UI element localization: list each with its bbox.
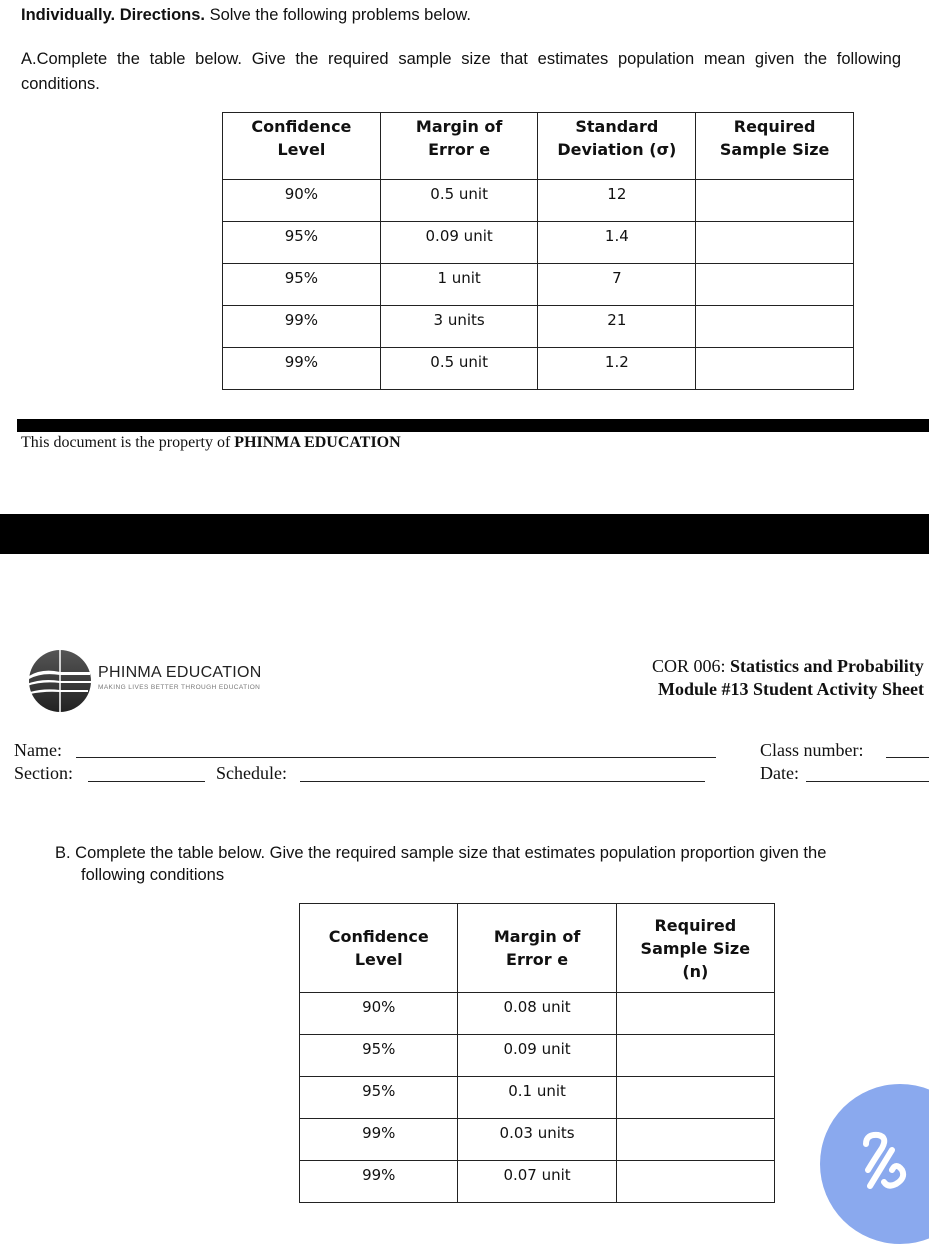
header-required-sample-size: Required Sample Size (n) (616, 904, 774, 993)
part-a-instruction: A.Complete the table below. Give the required sample size that estimates population mean given the following conditions. (21, 50, 901, 93)
header-confidence-level: Confidence Level (223, 113, 381, 180)
schedule-label: Schedule: (216, 763, 287, 783)
cell-margin: 0.1 unit (458, 1077, 616, 1119)
table-row (300, 1161, 775, 1203)
cell-sd: 1.4 (538, 222, 696, 264)
cell-level: 99% (223, 306, 381, 348)
cell-margin: 0.09 unit (380, 222, 538, 264)
table-a (222, 112, 854, 390)
course-title: COR 006: Statistics and Probability (652, 656, 924, 676)
property-notice: This document is the property of PHINMA EDUCATION (21, 434, 401, 451)
org-name: PHINMA EDUCATION (98, 664, 262, 681)
cell-margin: 0.03 units (458, 1119, 616, 1161)
cell-sample-size[interactable] (696, 264, 854, 306)
table-row (300, 1077, 775, 1119)
cell-sd: 1.2 (538, 348, 696, 390)
cell-sample-size[interactable] (616, 1035, 774, 1077)
pen-scribble-icon (858, 1130, 914, 1192)
section-field[interactable] (88, 781, 205, 782)
cell-margin: 0.09 unit (458, 1035, 616, 1077)
part-b-line2: following conditions (81, 866, 225, 884)
cell-level: 99% (300, 1119, 458, 1161)
cell-margin: 0.5 unit (380, 180, 538, 222)
table-row (300, 1035, 775, 1077)
cell-level: 95% (300, 1077, 458, 1119)
cell-level: 95% (300, 1035, 458, 1077)
table-row (223, 348, 854, 390)
header-required-sample-size: Required Sample Size (696, 113, 854, 180)
page-separator (0, 514, 929, 554)
name-label: Name: (14, 740, 62, 760)
directions (21, 6, 471, 25)
table-row (300, 993, 775, 1035)
cell-margin: 0.5 unit (380, 348, 538, 390)
cell-sample-size[interactable] (616, 993, 774, 1035)
directions-text: Solve the following problems below. (204, 6, 471, 24)
directions-bold: Individually. Directions. (21, 6, 205, 24)
cell-level: 95% (223, 264, 381, 306)
module-title: Module #13 Student Activity Sheet (658, 679, 925, 699)
cell-margin: 0.08 unit (458, 993, 616, 1035)
class-number-label: Class number: (760, 740, 864, 760)
table-a-header (223, 113, 854, 180)
date-field[interactable] (806, 781, 929, 782)
header-margin-of-error: Margin of Error e (380, 113, 538, 180)
table-b-header (300, 904, 775, 993)
cell-margin: 0.07 unit (458, 1161, 616, 1203)
org-tagline: MAKING LIVES BETTER THROUGH EDUCATION (98, 684, 261, 691)
section-label: Section: (14, 763, 73, 783)
cell-level: 99% (300, 1161, 458, 1203)
cell-sample-size[interactable] (696, 180, 854, 222)
header-confidence-level: Confidence Level (300, 904, 458, 993)
header-margin-of-error: Margin of Error e (458, 904, 616, 993)
property-org: PHINMA EDUCATION (234, 434, 401, 451)
schedule-field[interactable] (300, 781, 705, 782)
cell-sample-size[interactable] (616, 1119, 774, 1161)
cell-level: 99% (223, 348, 381, 390)
cell-sample-size[interactable] (616, 1077, 774, 1119)
table-b (299, 903, 775, 1203)
footer-rule (17, 419, 929, 431)
cell-level: 90% (223, 180, 381, 222)
phinma-logo-icon (24, 648, 92, 714)
name-field[interactable] (76, 757, 716, 758)
table-row (223, 222, 854, 264)
cell-margin: 3 units (380, 306, 538, 348)
cell-sample-size[interactable] (696, 306, 854, 348)
cell-margin: 1 unit (380, 264, 538, 306)
cell-sd: 7 (538, 264, 696, 306)
table-row (223, 264, 854, 306)
cell-sample-size[interactable] (696, 222, 854, 264)
table-row (223, 180, 854, 222)
part-b-line1: B. Complete the table below. Give the required sample size that estimates population proportion given the (55, 844, 827, 862)
cell-sample-size[interactable] (696, 348, 854, 390)
table-row (300, 1119, 775, 1161)
part-b-instruction (55, 842, 826, 886)
table-row (223, 306, 854, 348)
cell-level: 95% (223, 222, 381, 264)
class-number-field[interactable] (886, 757, 929, 758)
header-standard-deviation: Standard Deviation (σ) (538, 113, 696, 180)
cell-level: 90% (300, 993, 458, 1035)
cell-sd: 21 (538, 306, 696, 348)
date-label: Date: (760, 763, 799, 783)
cell-sample-size[interactable] (616, 1161, 774, 1203)
cell-sd: 12 (538, 180, 696, 222)
